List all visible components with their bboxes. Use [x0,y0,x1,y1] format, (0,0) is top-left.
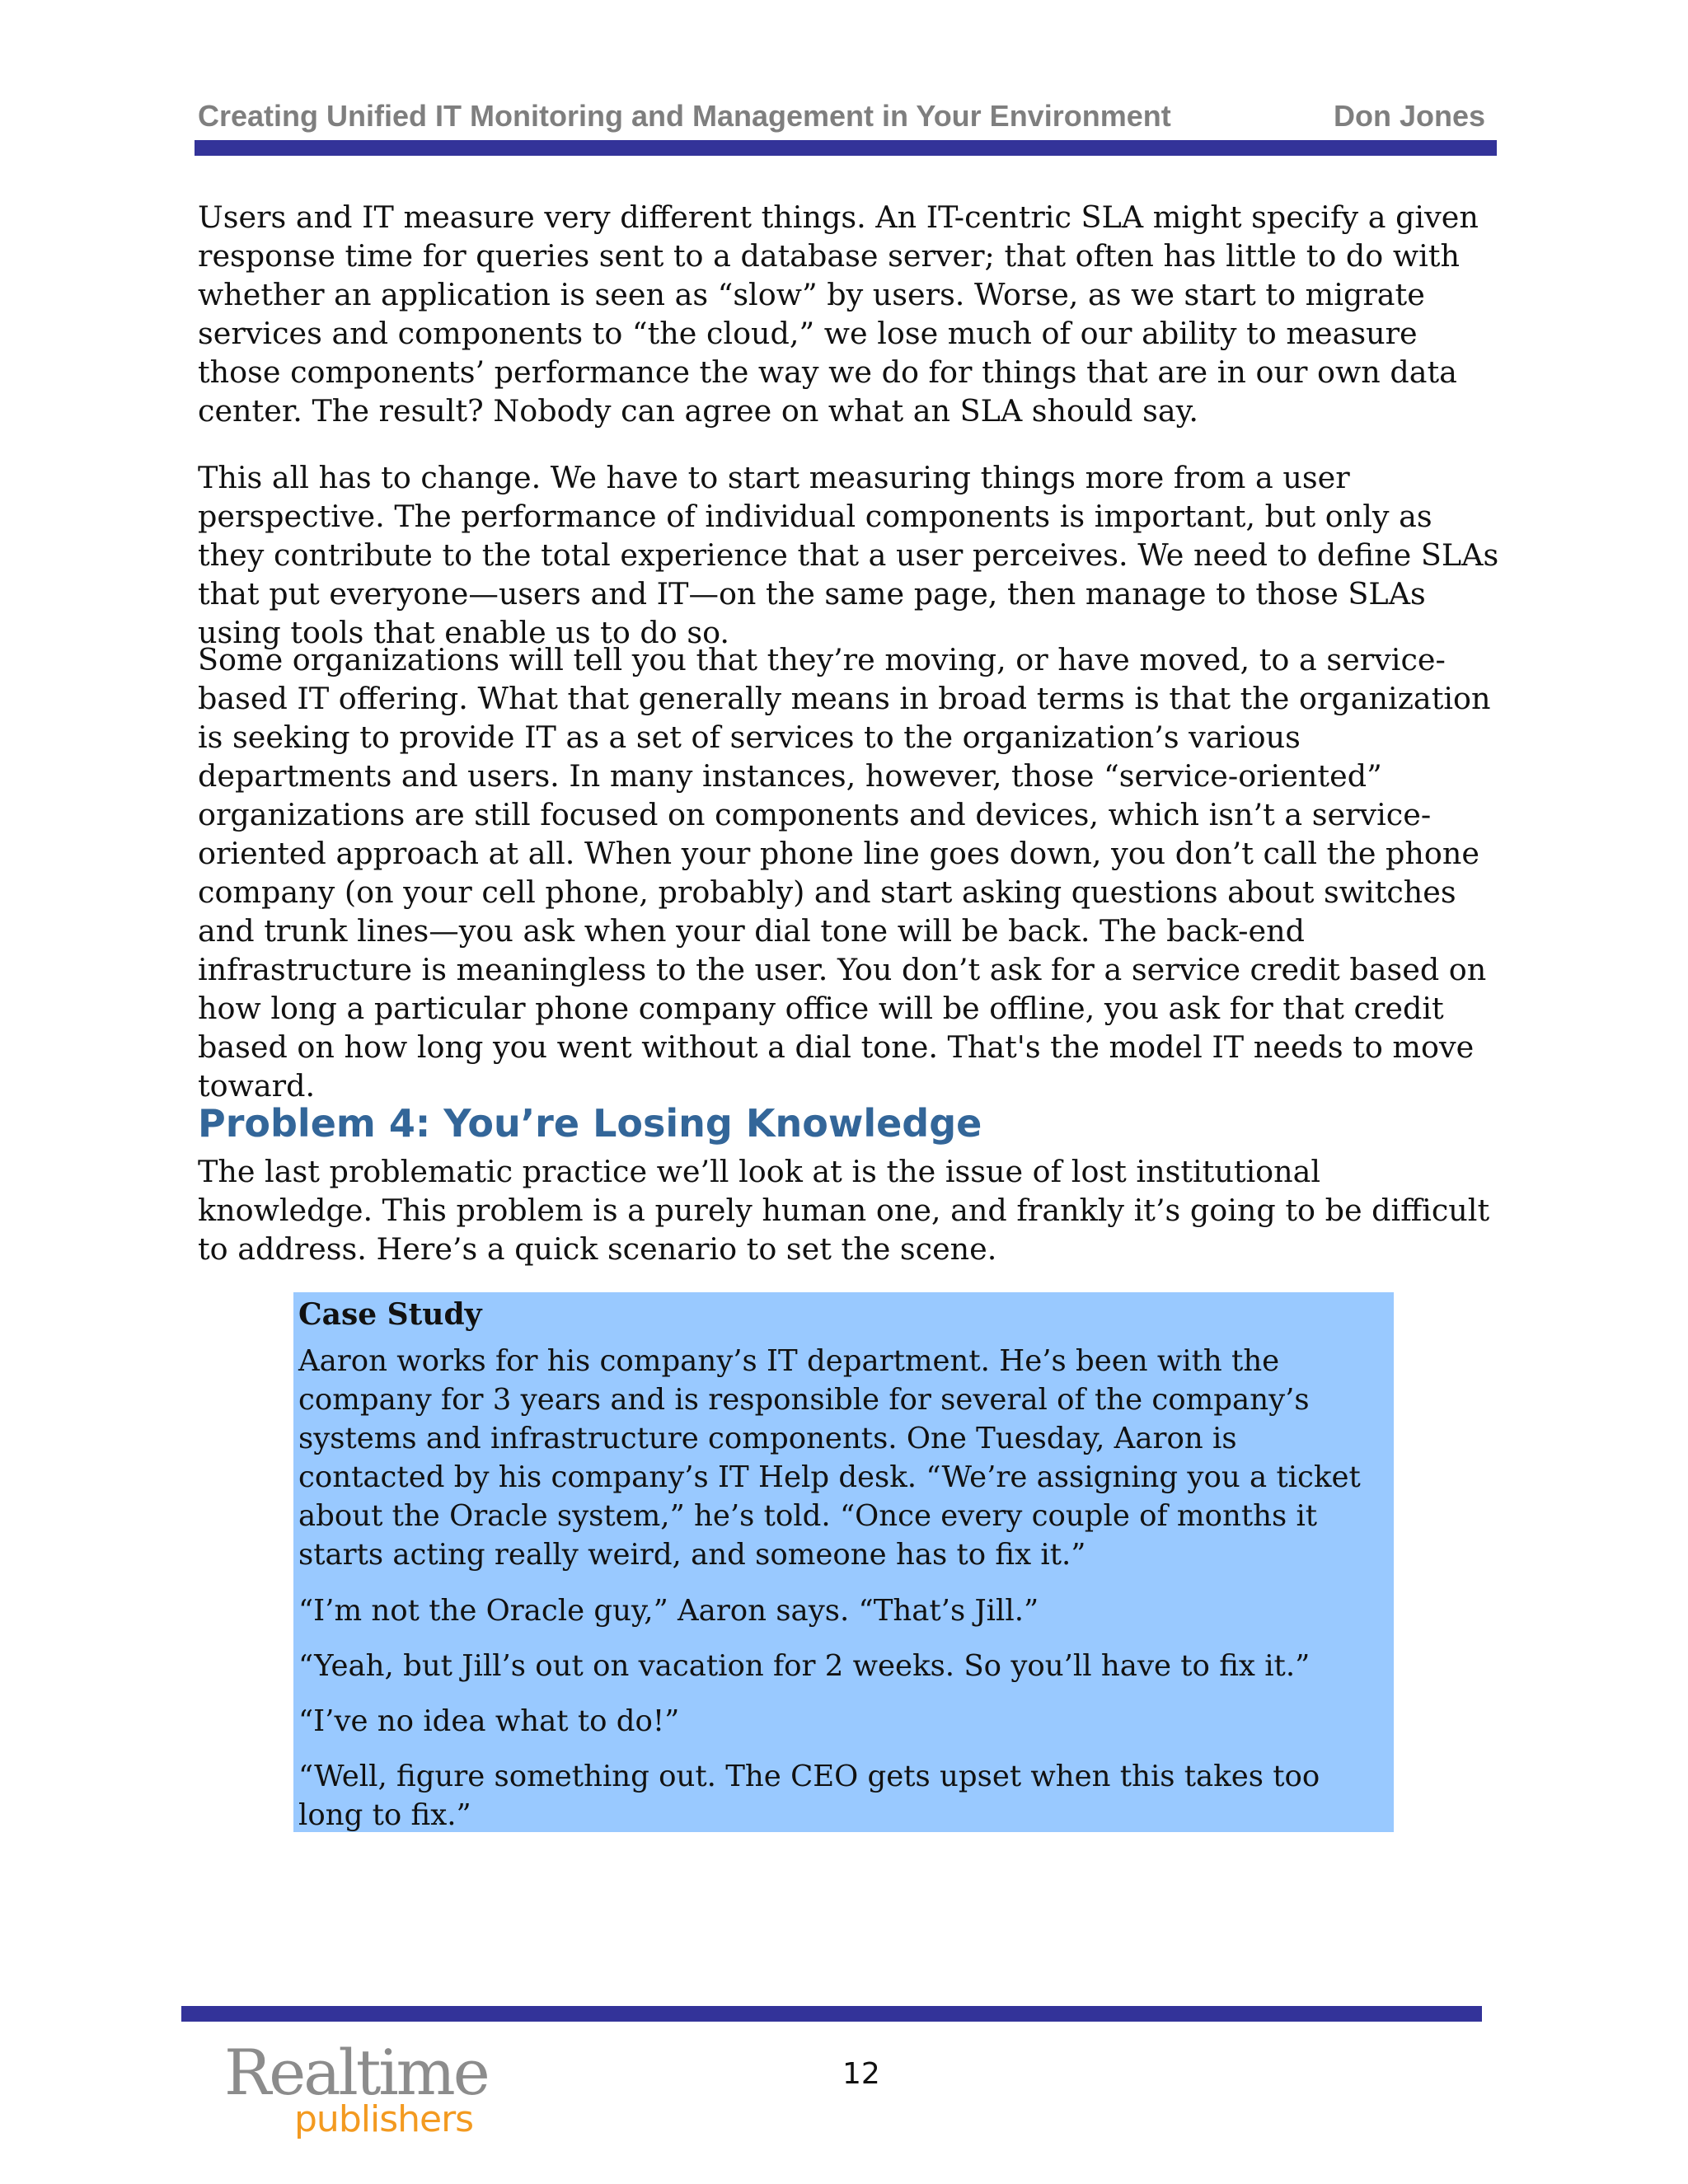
realtime-publishers-logo [224,2036,488,2159]
case-study-box [293,1292,1394,1832]
page-number: 12 [842,2057,880,2091]
case-study-paragraph: “Yeah, but Jill’s out on vacation for 2 weeks. So you’ll have to fix it.” [298,1649,1311,1683]
logo-wordmark-publishers: publishers [294,2098,474,2140]
paragraph-service-based-it: Some organizations will tell you that they’re moving, or have moved, to a service-based IT offering. What that generally means in broad terms is that the organization is seeking to provide IT as a set of services to the organization’s various departments and users. In many instances, however, those “service-oriented” organizations are still focused on components and devices, which isn’t a service-oriented approach at all. When your phone line goes down, you don’t call the phone company (on your cell phone, probably) and start asking questions about switches and trunk lines—you ask when your dial tone will be back. The back-end infrastructure is meaningless to the user. You don’t ask for a service credit based on how long a particular phone company office will be offline, you ask for that credit based on how long you went without a dial tone. That's the model IT needs to move toward. [198,642,1491,1104]
case-study-paragraph: Aaron works for his company’s IT department. He’s been with the company for 3 years and is responsible for several of the company’s systems and infrastructure components. One Tuesday, Aaron is contacted by his company’s IT Help desk. “We’re assigning you a ticket about the Oracle system,” he’s told. “Once every couple of months it starts acting really weird, and someone has to fix it.” [298,1344,1361,1572]
paragraph-lost-knowledge-intro: The last problematic practice we’ll look at is the issue of lost institutional knowledge. This problem is a purely human one, and frankly it’s going to be difficult to address. Here’s a quick scenario to set the scene. [198,1154,1490,1267]
logo-wordmark-realtime: Realtime [224,2036,488,2109]
header-author: Don Jones [1333,99,1485,133]
paragraph-user-perspective: This all has to change. We have to start measuring things more from a user perspective. The performance of individual components is important, but only as they contribute to the total experience that a user perceives. We need to define SLAs that put everyone—users and IT—on the same page, then manage to those SLAs using tools that enable us to do so. [198,460,1499,650]
footer-divider [181,2006,1482,2022]
case-study-paragraph: “I’ve no idea what to do!” [298,1704,680,1738]
section-heading: Problem 4: You’re Losing Knowledge [198,1101,982,1146]
paragraph-sla-measurement: Users and IT measure very different things. An IT-centric SLA might specify a given response time for queries sent to a database server; that often has little to do with whether an application is seen as “slow” by users. Worse, as we start to migrate services and components to “the cloud,” we lose much of our ability to measure those components’ performance the way we do for things that are in our own data center. The result? Nobody can agree on what an SLA should say. [198,199,1479,429]
header-title: Creating Unified IT Monitoring and Management in Your Environment [198,99,1171,133]
case-study-paragraph: “I’m not the Oracle guy,” Aaron says. “That’s Jill.” [298,1594,1039,1628]
header-divider [195,140,1497,156]
case-study-paragraph: “Well, figure something out. The CEO gets upset when this takes too long to fix.” [298,1760,1320,1832]
case-study-title: Case Study [298,1297,482,1332]
